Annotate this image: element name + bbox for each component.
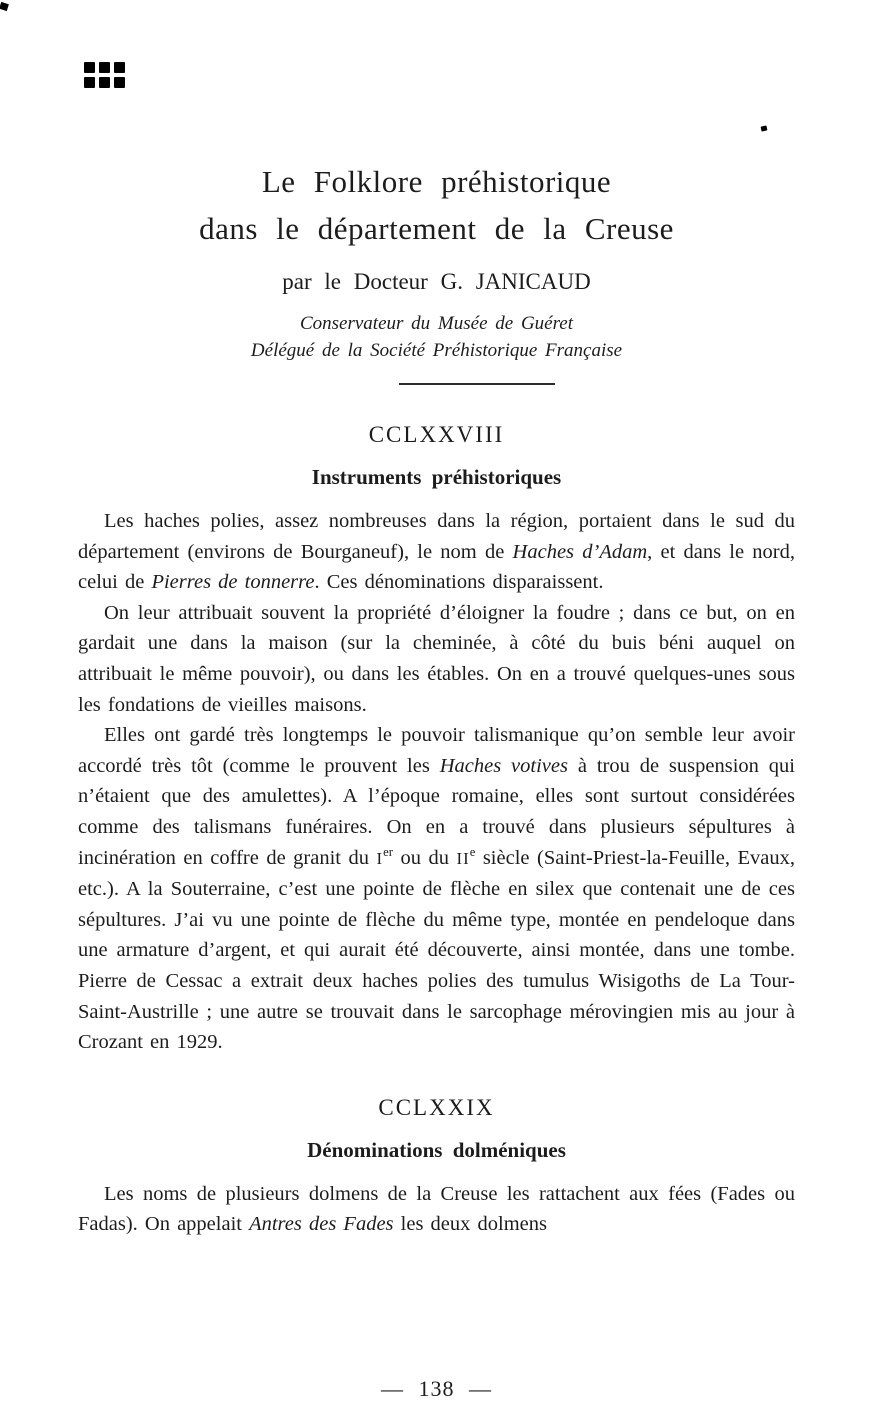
section-title: Dénominations dolméniques — [307, 1137, 566, 1162]
affiliation-line-2: Délégué de la Société Préhistorique Française — [250, 340, 623, 361]
affiliation-line-1: Conservateur du Musée de Guéret — [299, 313, 573, 334]
paragraph: Les haches polies, assez nombreuses dans la région, portaient dans le sud du département (environs de Bourganeuf), le nom de Haches d’Adam, et dans le nord, celui de Pierres de tonnerre. Ces dénominations disparaissent. — [78, 510, 796, 594]
paragraph: Elles ont gardé très longtemps le pouvoir talismanique qu’on semble leur avoir accordé très tôt (comme le prouvent les Haches votives à trou de suspension qui n’étaient que des amulettes). A l’époque romaine, elles sont surtout considérées comme des talismans funéraires. On en a trouvé dans plusieurs sépultures à incinération en coffre de granit du Ier ou du IIe siècle (Saint-Priest-la-Feuille, Evaux, etc.). A la Souterraine, c’est une pointe de flèche en silex que contenait une de ces sépultures. J’ai vu une pointe de flèche du même type, montée en pendeloque dans une armature d’argent, et qui aurait été découverte, ainsi montée, dans une tombe. Pierre de Cessac a extrait deux haches polies des tumulus Wisigoths de La Tour-Saint-Austrille ; une autre se trouvait dans le sarcophage mérovingien mis au jour à Crozant en 1929. — [78, 724, 795, 1054]
ink-speck-top-left — [0, 2, 9, 11]
sections-container — [78, 422, 795, 1240]
page-title-line-2: dans le département de la Creuse — [199, 211, 674, 246]
page-number: — 138 — — [381, 1376, 492, 1401]
page-title — [78, 158, 795, 252]
section-title: Instruments préhistoriques — [311, 465, 562, 489]
section — [78, 1095, 795, 1240]
document-header — [78, 158, 795, 385]
section — [78, 422, 795, 1058]
author-affiliation — [78, 310, 795, 364]
section-number: CCLXXVIII — [368, 422, 505, 447]
page-title-line-1: Le Folklore préhistorique — [261, 164, 612, 199]
header-divider-rule — [399, 383, 555, 385]
paragraph: On leur attribuait souvent la propriété d’éloigner la foudre ; dans ce but, on en gardait une dans la maison (sur la cheminée, à côté du buis béni auquel on attribuait le même pouvoir), ou dans les étables. On en a trouvé quelques-unes sous les fondations de vieilles maisons. — [78, 601, 795, 716]
page-footer — [0, 1376, 873, 1402]
paragraph: Les noms de plusieurs dolmens de la Creuse les rattachent aux fées (Fades ou Fadas). On appelait Antres des Fades les deux dolmens — [78, 1182, 795, 1236]
author-byline: par le Docteur G. JANICAUD — [282, 269, 591, 294]
section-number: CCLXXIX — [378, 1094, 495, 1120]
text-column — [78, 0, 795, 1240]
